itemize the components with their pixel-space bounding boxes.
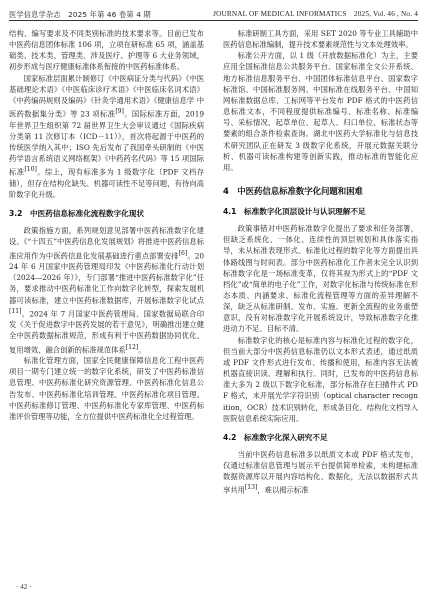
left-column	[9, 28, 204, 422]
paragraph-tools: 标准研制工具方面，采用 SET 2020 等专业工具辅助中医药信息标准编制，提升技术要素规范性与文本处理效率。	[223, 29, 418, 50]
section-heading-4: 4 中医药信息标准数字化问题和困难	[223, 186, 363, 197]
citation-ref: [6]	[178, 249, 188, 257]
paragraph-top-level-design: 政策事错对中医药标准数字化提出了要求和任务部署，但缺乏系统化、一体化、连续性的顶层规划和具体落实指导，未从标准表现形式、标准化过程的数字化等方面提出具体路线图与时间表。部分中医药标准化工作者未完全认识到标准数字化是一场标准变革，仅将其视为形式上的“PDF 文档化”或“简单的电子化”工作，对数字化标准与传统标准在形态本质、内涵要求、标准化流程管理等方面的差异理解不深，缺乏从标准研制、发布、实施、更新全流程的业务重塑意识，没有对标准数字化开展系统设计，导致标准数字化推进动力不足、目标不清。	[223, 224, 418, 334]
paragraph-management: 标准化管理方面，国家全民健康保障信息化工程中医药项目一期专门建立统一的数字化系统，研发了中医药标准信息管理、中医药标准化研究资源管理、中医药标准化信息公告发布、中医药标准化培训管理、中医药标准化项目管理、中医药标准修订管理、中医药标准化专家库管理、中医药标准评价管理等功能，全方位提供中医药标准化全过程管理。	[9, 356, 204, 421]
text-run: 。2024 年 7 月国家中医药管理局、国家数据局联合印发《关于促进数字中医药发展的若干意见》，明确推出建立健全中医药数据标准规范，形成有利于中医药数据协同优化、复用增效、融合创新的标准规范体系	[9, 309, 204, 355]
subsection-heading-3-2: 3.2 中医药信息标准化流程数字化现状	[9, 209, 144, 219]
page-number: · 42 ·	[16, 583, 32, 591]
journal-title-en: JOURNAL OF MEDICAL INFORMATICS 2025, Vol. 46 , No. 4	[213, 10, 418, 18]
paragraph-continued: 结构、编写要求及不同类别标准的技术要求等。目前已发布中医药信息团体标准 106 项，立项在研标准 65 项，涵盖基础类、技术类、管理类、涉及医疗、护理等 6 大业务领域，初步形成与医疗健康标准体系衔接的中医药标准体系。	[9, 29, 204, 72]
running-header	[9, 5, 418, 21]
text-run: 。国际标准方面，2019 年世界卫生组织第 72 届世界卫生大会审议通过《国际疾病分类第 11 次修订本（ICD－11）》，首次将起源于中医药的传统医学纳入其中；ISO 先后发布了我国牵头研制的《中医药学语言系统语义网络框架》《中药药名代码》等 15 项国际标准	[9, 109, 204, 177]
paragraph-digital-core: 标准数字化的核心是标准内容与标准化过程的数字化，但当前大部分中医药信息标准仍以文本形式表述，通过纸质或 PDF 文件形式进行发布、传播和使用，标准内容无法被机器直接识读、理解和执行。同时，已发布的中医药信息标准大多为 2 级以下数字化标准，部分标准存在扫描件式 PDF 格式，未开展光学字符识别（optical character recognition，OCR）技术识别转化，形成条目化、结构化文档导入医院信息系统实际应用。	[223, 335, 418, 423]
text-run: 。	[138, 345, 146, 355]
paragraph-publication: 标准公开方面，以 1 级（开放数据标准化）为主，主要应用全国标准信息公共服务平台、国家标准全文公开系统、地方标准信息服务平台、中国团体标准信息平台、国家数字标准馆、中国标准服务网、中国标准在线服务平台、中国知网标准数据总库、工标网等平台发布 PDF 格式的中医药信息标准文本，不同程度提供标准编号、标准名称、标准编号、采标情况、起草单位、起草人、归口单位、标准状态等要素的组合条件检索查询。湖北中医药大学标准化与信息技术研究团队正在研发 3 级数字化系统，开展元数据关联分析、机器可读标准构建等创新实践，推动标准的智能化应用。	[223, 51, 418, 172]
journal-title-zh: 医学信息学杂志 2025 年第 46 卷第 4 期	[9, 10, 151, 19]
right-column	[223, 28, 418, 496]
paragraph-national-standards	[9, 73, 204, 201]
text-run: 政策指施方面，系列规划意见部署中医药标准数字化建设。《“十四五”中医药信息化发展规划》将推进中医药信息标准应用作为中医药信息化发展基础进行重点部署安排	[9, 226, 204, 260]
subsection-heading-4-2: 4.2 标准数字化深入研究不足	[223, 432, 328, 442]
text-run: 国家标准层面累计制修订《中医病证分类与代码》《中医基础理论术语》《中医临床诊疗术语》《中医临床名词术语》《中药编码规则及编码》《针灸学通用术语》《健康信息学 中医药数据集分类》等 23 项标准	[9, 73, 204, 119]
paragraph-policy	[9, 225, 204, 355]
citation-ref: [9]	[115, 108, 124, 116]
text-run: 。2024 年 6 月国家中医药管理局印发《中医药标准化行动计划（2024—2026 年）》，专门部署“推进中医药标准数字化”任务，要求推动中医药标准化工作向数字化转型，探索发展机器可读标准，建立中医药标准数据库，开展标准数字化试点	[9, 250, 204, 305]
citation-ref: [13]	[244, 484, 258, 492]
citation-ref: [10]	[24, 166, 37, 174]
text-run: ，难以揭示标准	[257, 485, 309, 495]
text-run: 。综上，现有标准多为 1 级数字化（PDF 文档存储），但存在结构化缺失、机器可读性不足等问题，有待向高阶数字化升级。	[9, 167, 204, 200]
subsection-heading-4-1: 4.1 标准数字化顶层设计与认识理解不足	[223, 207, 366, 217]
citation-ref: [11]	[9, 307, 22, 315]
paragraph-in-depth-research	[223, 449, 418, 496]
text-run: 当前中医药信息标准多以纸质文本或 PDF 格式发布，仅通过标准信息管理与展示平台提供简单检索，未构建标准数据资源库以开展内容结构化、数据化，无法以数据形式共享共用	[223, 449, 418, 495]
citation-ref: [12]	[125, 343, 139, 351]
